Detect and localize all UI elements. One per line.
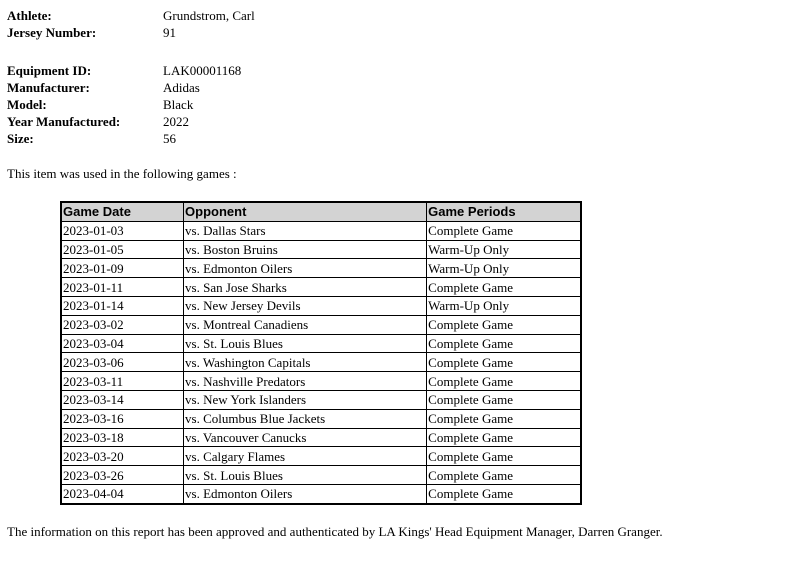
cell-game-date: 2023-01-05 <box>61 240 184 259</box>
year-value: 2022 <box>163 114 189 129</box>
table-row <box>61 221 581 240</box>
cell-game-periods: Warm-Up Only <box>427 296 581 315</box>
header-opponent: Opponent <box>184 202 427 221</box>
cell-opponent: vs. Nashville Predators <box>184 372 427 391</box>
cell-game-date: 2023-03-20 <box>61 447 184 466</box>
manufacturer-label: Manufacturer: <box>7 80 90 95</box>
jersey-label: Jersey Number: <box>7 25 97 40</box>
cell-game-date: 2023-01-03 <box>61 221 184 240</box>
cell-opponent: vs. Montreal Canadiens <box>184 315 427 334</box>
cell-game-date: 2023-01-09 <box>61 259 184 278</box>
table-row <box>61 372 581 391</box>
table-row <box>61 315 581 334</box>
cell-opponent: vs. Edmonton Oilers <box>184 259 427 278</box>
cell-game-periods: Complete Game <box>427 484 581 503</box>
table-row <box>61 278 581 297</box>
size-value: 56 <box>163 131 176 146</box>
table-row <box>61 390 581 409</box>
cell-game-periods: Complete Game <box>427 372 581 391</box>
cell-game-date: 2023-03-02 <box>61 315 184 334</box>
cell-game-periods: Complete Game <box>427 353 581 372</box>
size-label: Size: <box>7 131 34 146</box>
manufacturer-row <box>7 79 241 96</box>
table-row <box>61 484 581 503</box>
athlete-info <box>7 7 255 41</box>
cell-game-date: 2023-01-14 <box>61 296 184 315</box>
table-row <box>61 296 581 315</box>
cell-opponent: vs. Washington Capitals <box>184 353 427 372</box>
cell-game-date: 2023-03-06 <box>61 353 184 372</box>
cell-game-date: 2023-03-04 <box>61 334 184 353</box>
model-row <box>7 96 241 113</box>
cell-opponent: vs. Vancouver Canucks <box>184 428 427 447</box>
cell-game-periods: Complete Game <box>427 447 581 466</box>
cell-game-date: 2023-03-11 <box>61 372 184 391</box>
table-row <box>61 466 581 485</box>
cell-opponent: vs. Dallas Stars <box>184 221 427 240</box>
cell-game-date: 2023-03-26 <box>61 466 184 485</box>
cell-opponent: vs. Calgary Flames <box>184 447 427 466</box>
equipment-id-row <box>7 62 241 79</box>
athlete-row <box>7 7 255 24</box>
cell-opponent: vs. San Jose Sharks <box>184 278 427 297</box>
athlete-value: Grundstrom, Carl <box>163 8 255 23</box>
cell-game-date: 2023-03-14 <box>61 390 184 409</box>
equipment-id-value: LAK00001168 <box>163 63 242 78</box>
equipment-info <box>7 62 241 147</box>
cell-opponent: vs. Boston Bruins <box>184 240 427 259</box>
model-value: Black <box>163 97 194 112</box>
equipment-id-label: Equipment ID: <box>7 63 92 78</box>
table-row <box>61 409 581 428</box>
cell-opponent: vs. Edmonton Oilers <box>184 484 427 503</box>
cell-game-date: 2023-04-04 <box>61 484 184 503</box>
table-row <box>61 353 581 372</box>
manufacturer-value: Adidas <box>163 80 200 95</box>
cell-game-periods: Complete Game <box>427 278 581 297</box>
header-game-date: Game Date <box>61 202 184 221</box>
cell-game-periods: Warm-Up Only <box>427 259 581 278</box>
games-intro-text: This item was used in the following games : <box>7 166 237 181</box>
cell-game-periods: Complete Game <box>427 390 581 409</box>
table-row <box>61 259 581 278</box>
cell-game-periods: Warm-Up Only <box>427 240 581 259</box>
cell-opponent: vs. New Jersey Devils <box>184 296 427 315</box>
jersey-value: 91 <box>163 25 176 40</box>
cell-game-periods: Complete Game <box>427 466 581 485</box>
year-row <box>7 113 241 130</box>
size-row <box>7 130 241 147</box>
cell-game-date: 2023-03-18 <box>61 428 184 447</box>
cell-opponent: vs. New York Islanders <box>184 390 427 409</box>
table-row <box>61 447 581 466</box>
cell-opponent: vs. Columbus Blue Jackets <box>184 409 427 428</box>
table-row <box>61 428 581 447</box>
cell-game-periods: Complete Game <box>427 409 581 428</box>
games-table <box>60 201 582 505</box>
cell-game-periods: Complete Game <box>427 221 581 240</box>
authentication-statement: The information on this report has been approved and authenticated by LA Kings' Head Equipment Manager, Darren Granger. <box>7 524 663 539</box>
athlete-label: Athlete: <box>7 8 52 23</box>
table-row <box>61 334 581 353</box>
header-game-periods: Game Periods <box>427 202 581 221</box>
cell-game-periods: Complete Game <box>427 334 581 353</box>
model-label: Model: <box>7 97 47 112</box>
year-label: Year Manufactured: <box>7 114 121 129</box>
jersey-row <box>7 24 255 41</box>
cell-opponent: vs. St. Louis Blues <box>184 466 427 485</box>
table-header-row <box>61 202 581 221</box>
table-row <box>61 240 581 259</box>
cell-game-date: 2023-03-16 <box>61 409 184 428</box>
cell-opponent: vs. St. Louis Blues <box>184 334 427 353</box>
cell-game-periods: Complete Game <box>427 428 581 447</box>
cell-game-date: 2023-01-11 <box>61 278 184 297</box>
cell-game-periods: Complete Game <box>427 315 581 334</box>
